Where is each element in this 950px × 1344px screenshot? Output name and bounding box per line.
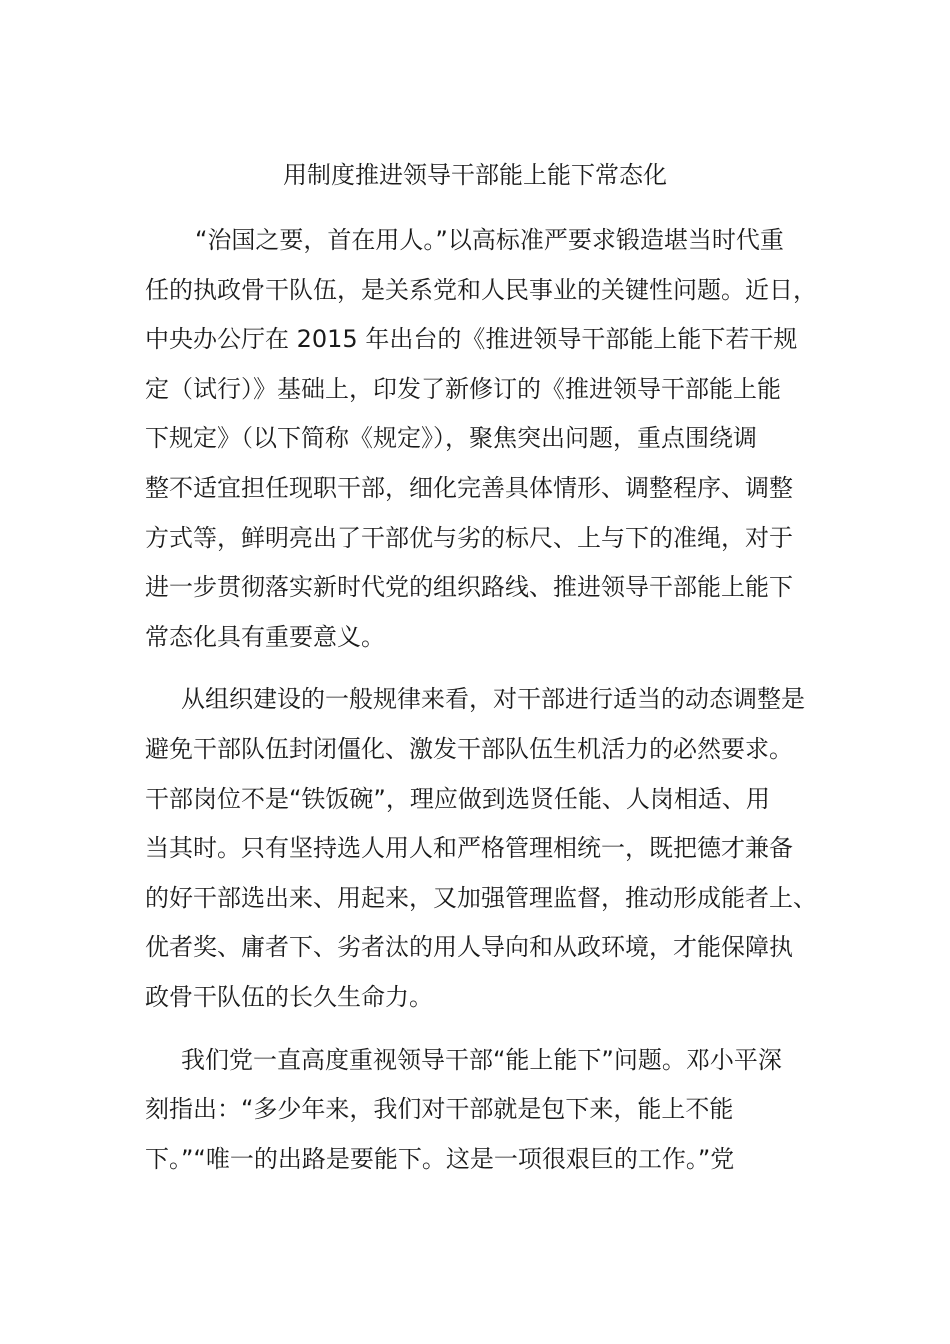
paragraph [145, 216, 825, 662]
paragraph-line: 下。”“唯一的出路是要能下。这是一项很艰巨的工作。”党 [145, 1144, 735, 1173]
paragraph-line: 中央办公厅在 2015 年出台的《推进领导干部能上能下若干规 [145, 325, 798, 354]
paragraph-line: 当其时。只有坚持选人用人和严格管理相统一，既把德才兼备 [145, 834, 793, 863]
paragraph-line: 的好干部选出来、用起来，又加强管理监督，推动形成能者上、 [145, 883, 817, 912]
paragraph-line: 整不适宜担任现职干部，细化完善具体情形、调整程序、调整 [145, 473, 793, 502]
paragraph-line: 任的执政骨干队伍，是关系党和人民事业的关键性问题。近日， [145, 275, 817, 304]
paragraph-line: 干部岗位不是“铁饭碗”，理应做到选贤任能、人岗相适、用 [145, 784, 770, 813]
paragraph-line: 从组织建设的一般规律来看，对干部进行适当的动态调整是 [181, 685, 805, 714]
paragraph-line: “治国之要，首在用人。”以高标准严要求锻造堪当时代重 [195, 226, 784, 254]
paragraph-line: 我们党一直高度重视领导干部“能上能下”问题。邓小平深 [181, 1045, 782, 1074]
paragraph-line: 方式等，鲜明亮出了干部优与劣的标尺、上与下的准绳，对于 [145, 523, 793, 552]
paragraph-line: 下规定》（以下简称《规定》），聚焦突出问题，重点围绕调 [145, 424, 757, 453]
paragraph [145, 1036, 825, 1185]
paragraph [145, 675, 825, 1022]
paragraph-line: 刻指出：“多少年来，我们对干部就是包下来，能上不能 [145, 1095, 734, 1124]
paragraph-line: 避免干部队伍封闭僵化、激发干部队伍生机活力的必然要求。 [145, 734, 793, 763]
document-title: 用制度推进领导干部能上能下常态化 [283, 161, 667, 189]
paragraph-line: 政骨干队伍的长久生命力。 [145, 982, 433, 1011]
paragraph-line: 优者奖、庸者下、劣者汰的用人导向和从政环境，才能保障执 [145, 933, 793, 962]
paragraph-line: 进一步贯彻落实新时代党的组织路线、推进领导干部能上能下 [145, 573, 793, 602]
paragraph-line: 常态化具有重要意义。 [145, 622, 385, 651]
paragraph-line: 定（试行）》基础上，印发了新修订的《推进领导干部能上能 [145, 374, 781, 403]
document-body [145, 216, 825, 1184]
